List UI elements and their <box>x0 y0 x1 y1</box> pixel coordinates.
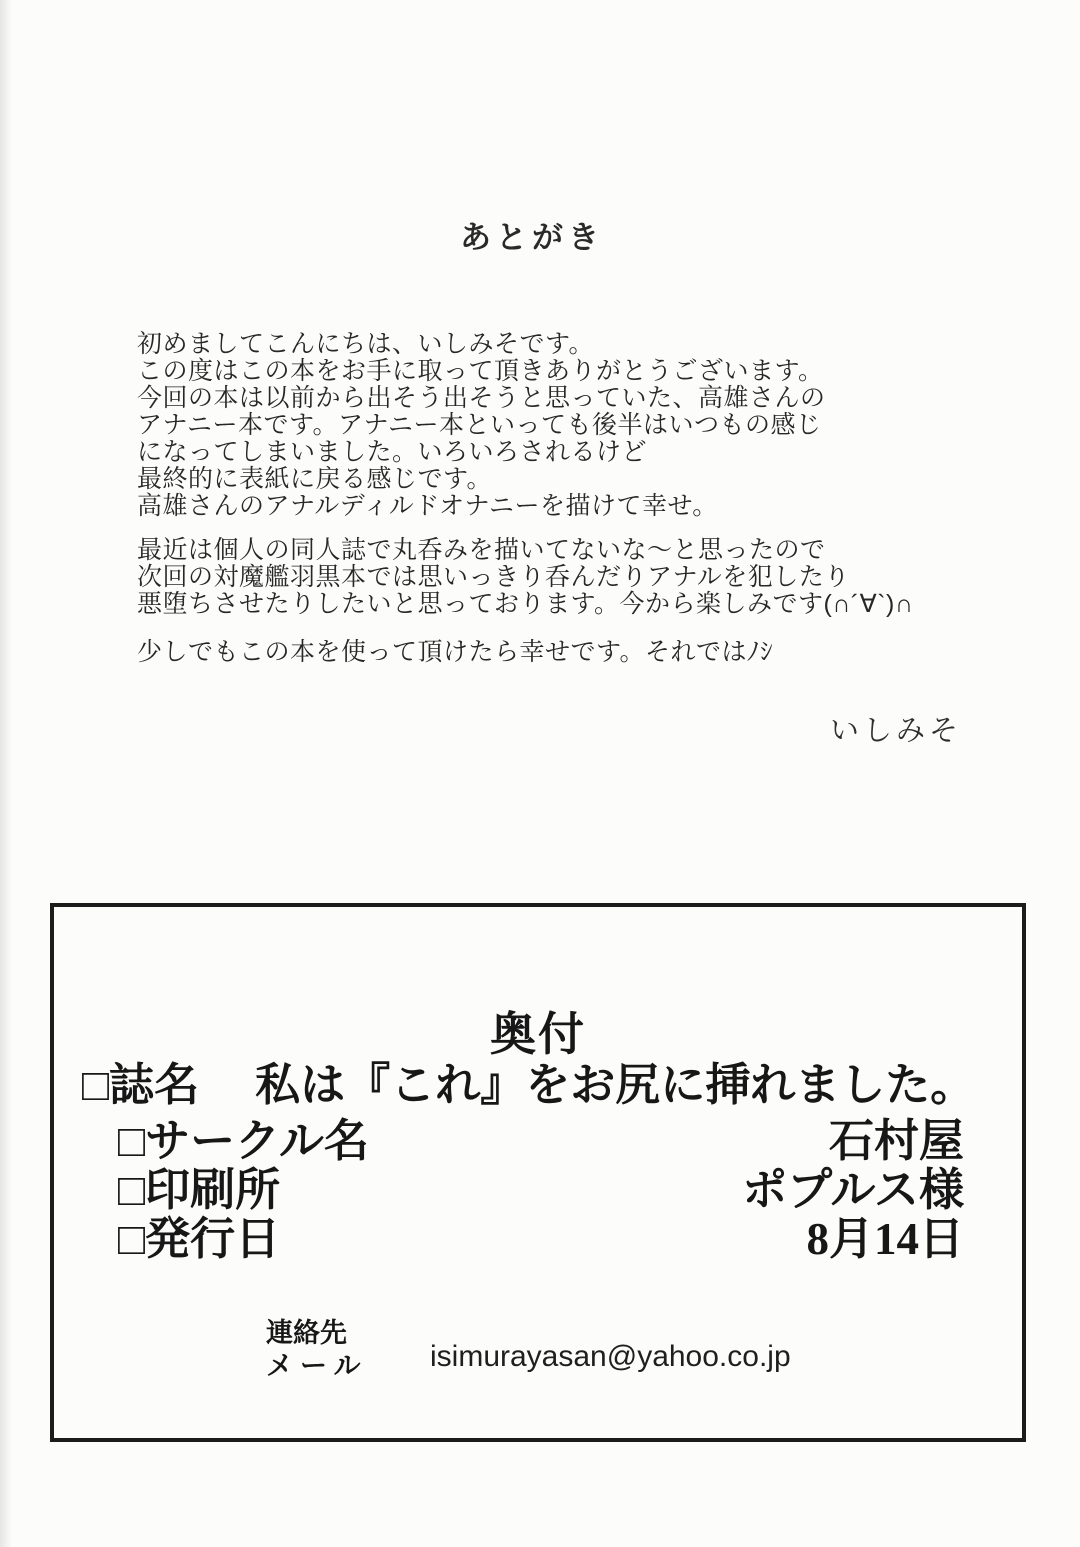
colophon-title-label: □誌名 <box>82 1060 200 1110</box>
afterword-line: 次回の対魔艦羽黒本では思いっきり呑んだりアナルを犯したり <box>137 563 850 591</box>
colophon-heading: 奥付 <box>490 1009 586 1060</box>
afterword-line: 今回の本は以前から出そう出そうと思っていた、高雄さんの <box>137 384 826 412</box>
contact-email: isimurayasan@yahoo.co.jp <box>430 1340 791 1373</box>
afterword-line: 最近は個人の同人誌で丸呑みを描いてないな〜と思ったので <box>137 536 826 564</box>
afterword-line: 高雄さんのアナルディルドオナニーを描けて幸せ。 <box>137 492 718 520</box>
author-signature: いしみそ <box>830 715 963 747</box>
afterword-line: 初めましてこんにちは、いしみそです。 <box>137 330 595 358</box>
afterword-line: この度はこの本をお手に取って頂きありがとうございます。 <box>137 357 824 385</box>
colophon-row <box>118 1202 964 1267</box>
afterword-text <box>137 331 913 666</box>
page-title: あとがき <box>460 220 604 255</box>
afterword-line: アナニー本です。アナニー本といっても後半はいつもの感じ <box>137 411 822 439</box>
afterword-line: になってしまいました。いろいろされるけど <box>137 438 648 466</box>
colophon-title-value: 私は『これ』をお尻に挿れました。 <box>255 1060 976 1110</box>
colophon-row-label: □サークル名 <box>118 1116 369 1166</box>
colophon-row-label: □印刷所 <box>118 1165 281 1215</box>
colophon-box <box>50 903 1026 1442</box>
colophon-row-value: 8月14日 <box>806 1214 964 1264</box>
contact-method-label: メール <box>266 1351 368 1381</box>
afterword-line: 悪堕ちさせたりしたいと思っております。今から楽しみです(∩´∀`)∩ <box>137 590 914 618</box>
paragraph-gap <box>137 520 913 537</box>
colophon-row-value: ポプルス様 <box>742 1165 964 1215</box>
colophon-row-label: □発行日 <box>118 1214 281 1264</box>
paragraph-gap <box>137 618 913 639</box>
colophon-row-value: 石村屋 <box>828 1116 964 1166</box>
afterword-line: 少しでもこの本を使って頂けたら幸せです。それではﾉｼ <box>137 638 774 666</box>
contact-heading: 連絡先 <box>266 1318 347 1348</box>
afterword-line: 最終的に表紙に戻る感じです。 <box>137 465 493 493</box>
